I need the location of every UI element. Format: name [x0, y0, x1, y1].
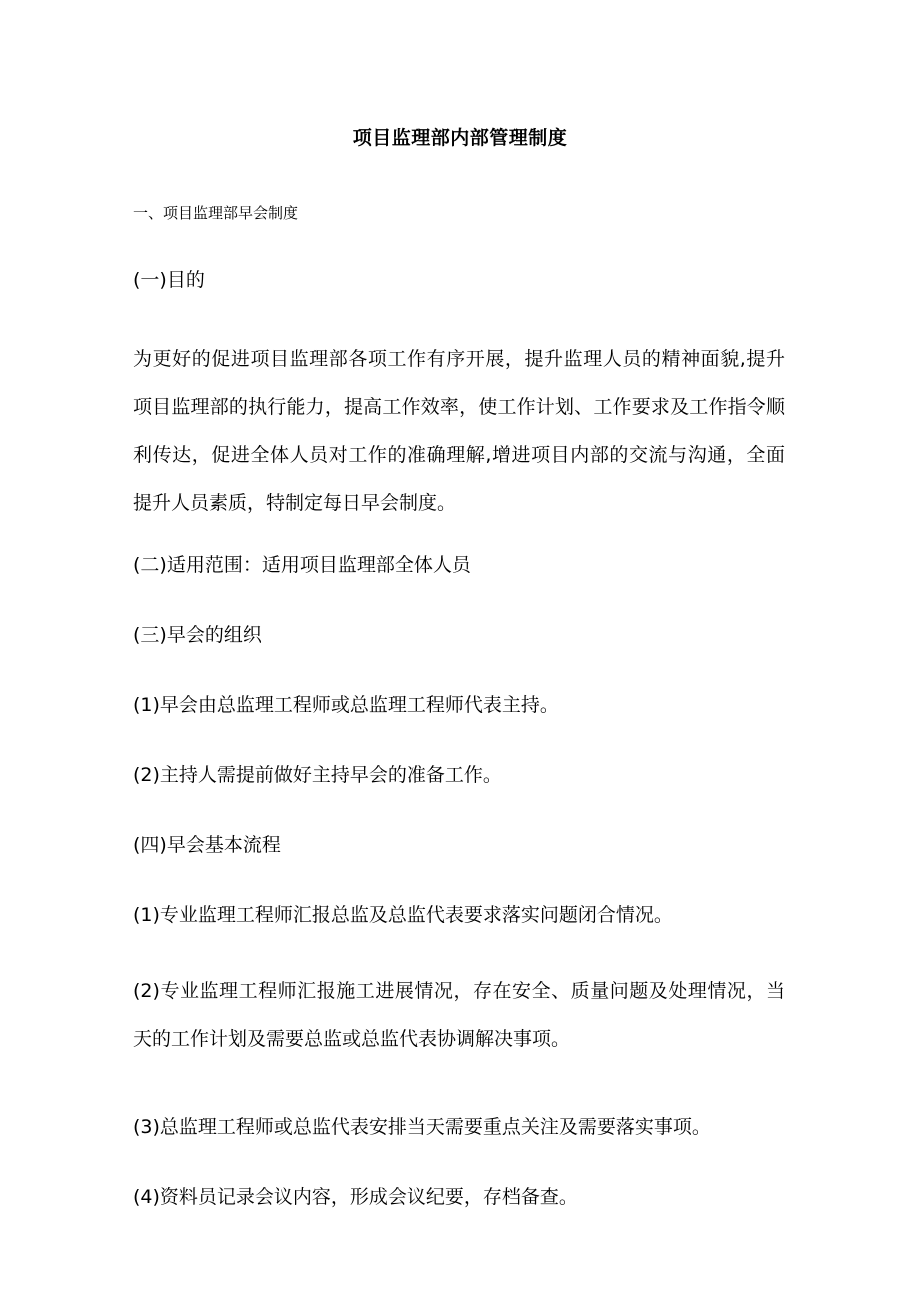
- purpose-heading: (一)目的: [133, 269, 205, 291]
- organization-heading: (三)早会的组织: [133, 624, 262, 646]
- flow-item: (2)专业监理工程师汇报施工进展情况，存在安全、质量问题及处理情况，当天的工作计划及需要总监或总监代表协调解决事项。: [133, 980, 785, 1050]
- purpose-paragraph: 为更好的促进项目监理部各项工作有序开展，提升监理人员的精神面貌,提升项目监理部的执行能力，提高工作效率，使工作计划、工作要求及工作指令顺利传达，促进全体人员对工作的准确理解,增进项目内部的交流与沟通，全面提升人员素质，特制定每日早会制度。: [133, 348, 785, 514]
- scope-line: (二)适用范围：适用项目监理部全体人员: [133, 554, 471, 576]
- flow-heading: (四)早会基本流程: [133, 834, 281, 856]
- flow-item: (4)资料员记录会议内容，形成会议纪要，存档备查。: [133, 1186, 578, 1208]
- organization-item: (2)主持人需提前做好主持早会的准备工作。: [133, 764, 502, 786]
- section-heading: 一、项目监理部早会制度: [133, 204, 299, 222]
- organization-item: (1)早会由总监理工程师或总监理工程师代表主持。: [133, 694, 559, 716]
- flow-item: (3)总监理工程师或总监代表安排当天需要重点关注及需要落实事项。: [133, 1116, 711, 1138]
- flow-item: (1)专业监理工程师汇报总监及总监代表要求落实问题闭合情况。: [133, 904, 673, 926]
- document-title: 项目监理部内部管理制度: [352, 127, 568, 149]
